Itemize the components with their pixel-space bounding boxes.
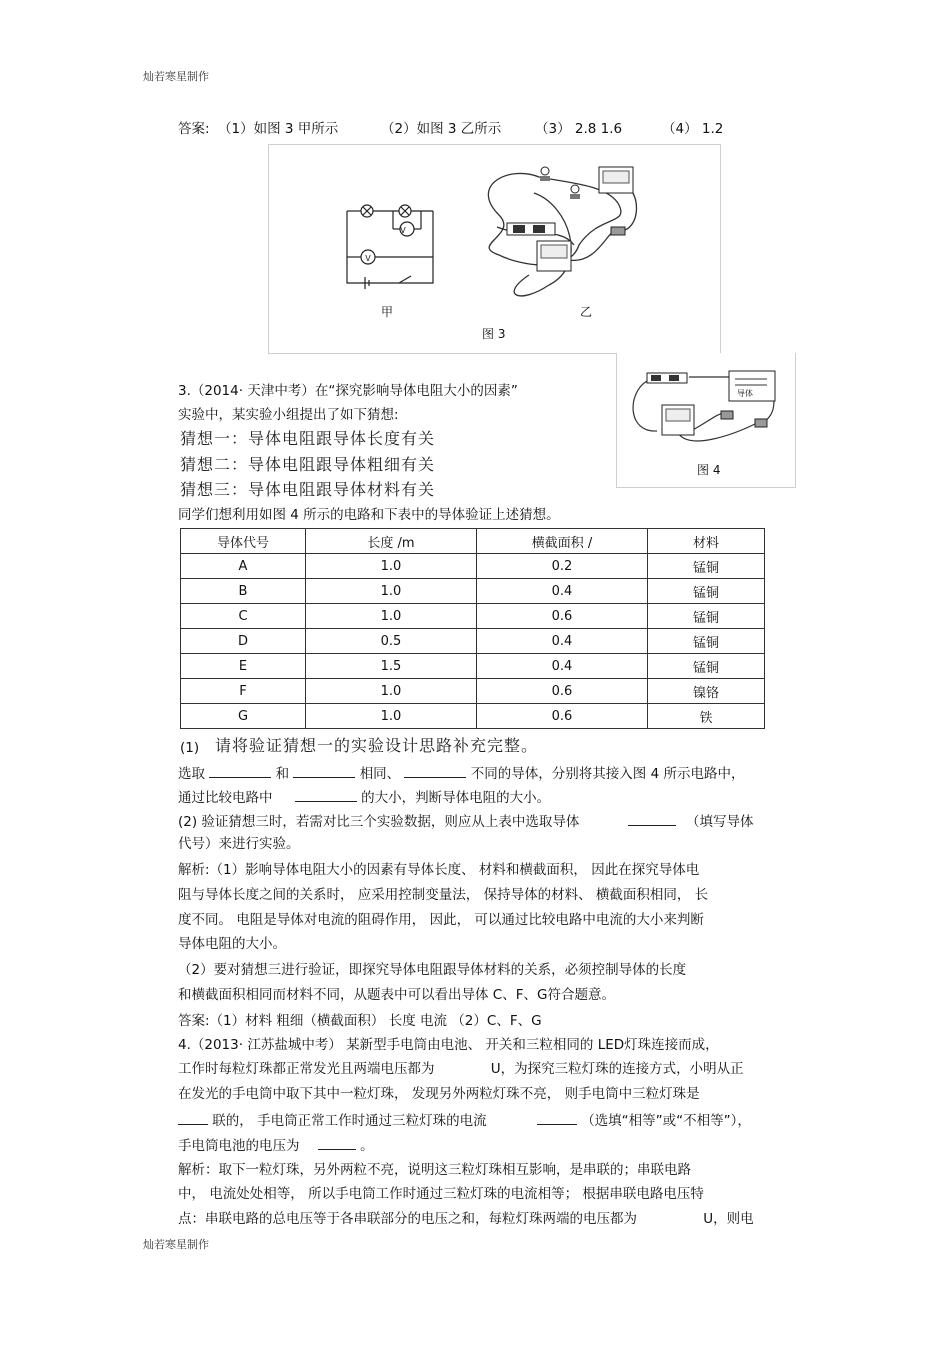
figure-3-caption: 图 3 xyxy=(482,327,506,341)
answer-prev-part3: （3） 2.8 1.6 xyxy=(535,121,623,137)
analysis4-line1: 解析：取下一粒灯珠，另外两粒不亮，说明这三粒灯珠相互影响，是串联的；串联电路 xyxy=(178,1162,691,1178)
table-cell: 0.6 xyxy=(477,704,648,729)
table-cell: 锰铜 xyxy=(648,654,765,679)
table-cell: 0.6 xyxy=(477,679,648,704)
svg-text:V: V xyxy=(400,226,406,235)
sub1-line2 xyxy=(178,787,550,807)
sub1-prompt: 请将验证猜想一的实验设计思路补充完整。 xyxy=(215,736,539,755)
analysis3-line3: 度不同。 电阻是导体对电流的阻碍作用， 因此， 可以通过比较电路中电流的大小来判断 xyxy=(178,912,704,928)
table-cell: 1.0 xyxy=(306,704,477,729)
answer-blank-4[interactable] xyxy=(295,787,357,802)
table-cell: C xyxy=(181,604,306,629)
q4-line2-text-b: U，为探究三粒灯珠的连接方式，小明从正 xyxy=(490,1061,744,1077)
q4-line2-text: 工作时每粒灯珠都正常发光且两端电压都为 xyxy=(178,1061,435,1077)
sub1-text-select: 选取 xyxy=(178,766,205,782)
sub1-line1 xyxy=(178,763,744,783)
q4-line1: 4.（2013· 江苏盐城中考） 某新型手电筒由电池、 开关和三粒相同的 LED灯珠连接而成， xyxy=(178,1037,719,1053)
analysis4-line2: 中， 电流处处相等， 所以手电筒工作时通过三粒灯珠的电流相等； 根据串联电路电压特 xyxy=(178,1186,704,1202)
analysis3-line1: 解析:（1）影响导体电阻大小的因素有导体长度、 材料和横截面积， 因此在探究导体电 xyxy=(178,862,700,878)
table-row xyxy=(181,629,765,654)
table-cell: 镍铬 xyxy=(648,679,765,704)
q4-line3: 在发光的手电筒中取下其中一粒灯珠， 发现另外两粒灯珠不亮， 则手电筒中三粒灯珠是 xyxy=(178,1086,700,1102)
sub2-text-fill: （填写导体 xyxy=(686,814,754,830)
analysis3-line2: 阻与导体长度之间的关系时， 应采用控制变量法， 保持导体的材料、 横截面积相同， 长 xyxy=(178,887,709,903)
watermark-bottom: 灿若寒星制作 xyxy=(143,1238,209,1251)
table-header-cell: 横截面积 / xyxy=(477,529,648,554)
table-cell: B xyxy=(181,579,306,604)
table-cell: E xyxy=(181,654,306,679)
table-cell: 1.0 xyxy=(306,679,477,704)
table-cell: G xyxy=(181,704,306,729)
table-cell: D xyxy=(181,629,306,654)
table-cell: 1.0 xyxy=(306,604,477,629)
analysis3-line5: （2）要对猜想三进行验证，即探究导体电阻跟导体材料的关系，必须控制导体的长度 xyxy=(178,962,687,978)
figure-3-label-jia: 甲 xyxy=(381,305,394,319)
answer-blank-8[interactable] xyxy=(318,1135,356,1150)
q4-line2 xyxy=(178,1060,744,1078)
sub1-text-compare: 通过比较电路中 xyxy=(178,790,273,806)
q3-title: 3.（2014· 天津中考）在“探究影响导体电阻大小的因素” xyxy=(178,383,518,399)
sub1-text-judge: 的大小，判断导体电阻的大小。 xyxy=(361,790,551,806)
figure-3-drawing xyxy=(269,145,720,353)
table-row xyxy=(181,554,765,579)
answer-prev-label: 答案: xyxy=(178,121,210,137)
table-row xyxy=(181,604,765,629)
table-row xyxy=(181,654,765,679)
analysis3-line4: 导体电阻的大小。 xyxy=(178,936,286,952)
table-header-cell: 长度 /m xyxy=(306,529,477,554)
sub2-text: (2) 验证猜想三时，若需对比三个实验数据，则应从上表中选取导体 xyxy=(178,814,580,830)
analysis4-line3-end: U，则电 xyxy=(703,1211,754,1227)
table-cell: 0.4 xyxy=(477,654,648,679)
table-cell: 0.4 xyxy=(477,629,648,654)
q3-intro: 同学们想利用如图 4 所示的电路和下表中的导体验证上述猜想。 xyxy=(178,507,560,523)
sub1-number: (1) xyxy=(180,740,200,756)
table-header-cell: 导体代号 xyxy=(181,529,306,554)
conductor-table xyxy=(180,528,765,729)
table-cell: 锰铜 xyxy=(648,629,765,654)
answer-blank-6[interactable] xyxy=(178,1110,208,1125)
q4-line4-text: 联的， 手电筒正常工作时通过三粒灯珠的电流 xyxy=(212,1113,487,1129)
answer-blank-5[interactable] xyxy=(628,811,676,826)
figure-3 xyxy=(268,144,721,354)
q4-line5-end: 。 xyxy=(360,1138,374,1154)
analysis4-line3 xyxy=(178,1210,754,1228)
table-cell: 1.0 xyxy=(306,579,477,604)
table-header-cell: 材料 xyxy=(648,529,765,554)
table-cell: 锰铜 xyxy=(648,579,765,604)
table-cell: 0.4 xyxy=(477,579,648,604)
table-cell: 0.6 xyxy=(477,604,648,629)
table-row xyxy=(181,704,765,729)
table-cell: 0.2 xyxy=(477,554,648,579)
answer-blank-1[interactable] xyxy=(209,763,271,778)
watermark-top: 灿若寒星制作 xyxy=(143,70,209,83)
circuit-diagram-jia xyxy=(347,205,433,289)
table-cell: A xyxy=(181,554,306,579)
sub2-line2: 代号）来进行实验。 xyxy=(178,836,300,852)
answer-prev-part4: （4） 1.2 xyxy=(662,121,724,137)
q4-line5 xyxy=(178,1135,374,1155)
q3-guess2: 猜想二：导体电阻跟导体粗细有关 xyxy=(180,455,436,474)
answer-blank-3[interactable] xyxy=(404,763,466,778)
table-row xyxy=(181,679,765,704)
table-cell: F xyxy=(181,679,306,704)
table-cell: 铁 xyxy=(648,704,765,729)
figure-4-caption: 图 4 xyxy=(697,463,721,477)
analysis3-line6: 和横截面积相同而材料不同，从题表中可以看出导体 C、F、G符合题意。 xyxy=(178,987,615,1003)
table-cell: 1.5 xyxy=(306,654,477,679)
sub1-text-same: 相同、 xyxy=(359,766,401,782)
analysis4-line3-text: 点：串联电路的总电压等于各串联部分的电压之和，每粒灯珠两端的电压都为 xyxy=(178,1211,637,1227)
q3-guess1: 猜想一：导体电阻跟导体长度有关 xyxy=(180,429,436,448)
answer-prev-part1: （1）如图 3 甲所示 xyxy=(218,121,339,137)
sub2-line1 xyxy=(178,811,754,831)
figure-3-label-yi: 乙 xyxy=(580,305,593,319)
figure-4 xyxy=(616,353,796,488)
table-cell: 1.0 xyxy=(306,554,477,579)
q4-line5-text: 手电筒电池的电压为 xyxy=(178,1138,300,1154)
q4-line4 xyxy=(178,1110,751,1130)
table-header-row xyxy=(181,529,765,554)
sub1-text-and: 和 xyxy=(275,766,290,782)
answer-prev-part2: （2）如图 3 乙所示 xyxy=(381,121,502,137)
q3-line2: 实验中，某实验小组提出了如下猜想: xyxy=(178,407,399,423)
q4-line4-text-b: （选填“相等”或“不相等”）， xyxy=(581,1113,751,1129)
answer-blank-7[interactable] xyxy=(537,1110,577,1125)
figure-4-box-label: 导体 xyxy=(737,389,753,398)
q3-guess3: 猜想三：导体电阻跟导体材料有关 xyxy=(180,480,436,499)
table-cell: 0.5 xyxy=(306,629,477,654)
svg-text:V: V xyxy=(365,254,371,263)
sub1-text-different: 不同的导体，分别将其接入图 4 所示电路中， xyxy=(470,766,745,782)
answer3: 答案:（1）材料 粗细（横截面积） 长度 电流 （2）C、F、G xyxy=(178,1013,542,1029)
table-row xyxy=(181,579,765,604)
table-cell: 锰铜 xyxy=(648,604,765,629)
table-cell: 锰铜 xyxy=(648,554,765,579)
answer-blank-2[interactable] xyxy=(293,763,355,778)
